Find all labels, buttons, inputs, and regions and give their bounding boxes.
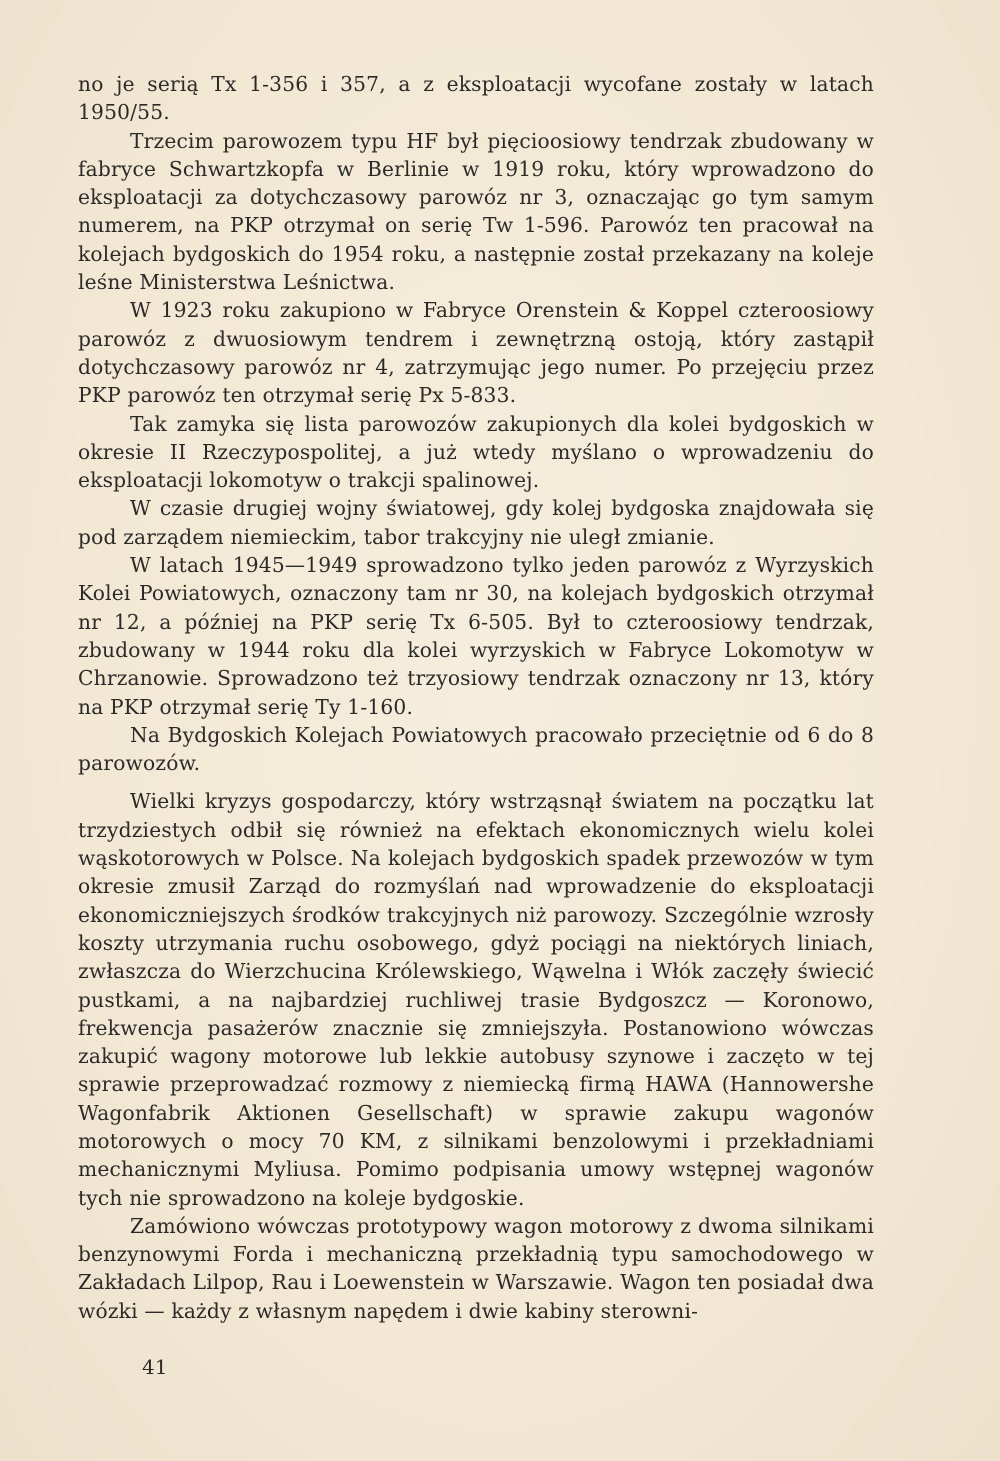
paragraph-fleet-size: Na Bydgoskich Kolejach Powiatowych pracowało przeciętnie od 6 do 8 parowozów.: [78, 722, 874, 776]
body-text: [78, 70, 874, 1325]
paragraph-prototype: Zamówiono wówczas prototypowy wagon motorowy z dwoma silnikami benzynowymi Forda i mechaniczną przekładnią typu samochodowego w Zakładach Lilpop, Rau i Loewenstein w Warszawie. Wagon ten posiadał dwa wózki — każdy z własnym napędem i dwie kabiny sterowni-: [78, 1213, 874, 1323]
paragraph-locomotive-list: Tak zamyka się lista parowozów zakupionych dla kolei bydgoskich w okresie II Rzeczypospolitej, a już wtedy myślano o wprowadzeniu do eksploatacji lokomotyw o trakcji spalinowej.: [78, 411, 874, 493]
paragraph-tw-locomotive: Trzecim parowozem typu HF był pięcioosiowy tendrzak zbudowany w fabryce Schwartzkopfa w Berlinie w 1919 roku, który wprowadzono do eksploatacji za dotychczasowy parowóz nr 3, oznaczając go tym samym numerem, na PKP otrzymał on serię Tw 1-596. Parowóz ten pracował na kolejach bydgoskich do 1954 roku, a następnie został przekazany na koleje leśne Ministerstwa Leśnictwa.: [78, 128, 874, 295]
paragraph-crisis: Wielki kryzys gospodarczy, który wstrząsnął światem na początku lat trzydziestych odbił się również na efektach ekonomicznych wielu kolei wąskotorowych w Polsce. Na kolejach bydgoskich spadek przewozów w tym okresie zmusił Zarząd do rozmyślań nad wprowadzenie do eksploatacji ekonomiczniejszych środków trakcyjnych niż parowozy. Szczególnie wzrosły koszty utrzymania ruchu osobowego, gdyż pociągi na niektórych liniach, zwłaszcza do Wierzchucina Królewskiego, Wąwelna i Włók zaczęły świecić pustkami, a na najbardziej ruchliwej trasie Bydgoszcz — Koronowo, frekwencja pasażerów znacznie się zmniejszyła. Postanowiono wówczas zakupić wagony motorowe lub lekkie autobusy szynowe i zaczęto w tej sprawie przeprowadzać rozmowy z niemiecką firmą HAWA (Hannowershe Wagonfabrik Aktionen Gesellschaft) w sprawie zakupu wagonów motorowych o mocy 70 KM, z silnikami benzolowymi i przekładniami mechanicznymi Myliusa. Pomimo podpisania umowy wstępnej wagonów tych nie sprowadzono na koleje bydgoskie.: [78, 789, 874, 1210]
page-number: 41: [142, 1355, 168, 1379]
paragraph-px-locomotive: W 1923 roku zakupiono w Fabryce Orenstein & Koppel czteroosiowy parowóz z dwuosiowym tendrem i zewnętrzną ostoją, który zastąpił dotychczasowy parowóz nr 4, zatrzymując jego numer. Po przejęciu przez PKP parowóz ten otrzymał serię Px 5-833.: [78, 298, 874, 408]
paragraph-postwar: W latach 1945—1949 sprowadzono tylko jeden parowóz z Wyrzyskich Kolei Powiatowych, oznaczony tam nr 30, na kolejach bydgoskich otrzymał nr 12, a później na PKP serię Tx 6-505. Był to czteroosiowy tendrzak, zbudowany w 1944 roku dla kolei wyrzyskich w Fabryce Lokomotyw w Chrzanowie. Sprowadzono też trzyosiowy tendrzak oznaczony nr 13, który na PKP otrzymał serię Ty 1-160.: [78, 553, 874, 719]
paragraph-continuation: no je serią Tx 1-356 i 357, a z eksploatacji wycofane zostały w latach 1950/55.: [78, 72, 874, 125]
paragraph-war-period: W czasie drugiej wojny światowej, gdy kolej bydgoska znajdowała się pod zarządem niemieckim, tabor trakcyjny nie uległ zmianie.: [78, 496, 874, 549]
